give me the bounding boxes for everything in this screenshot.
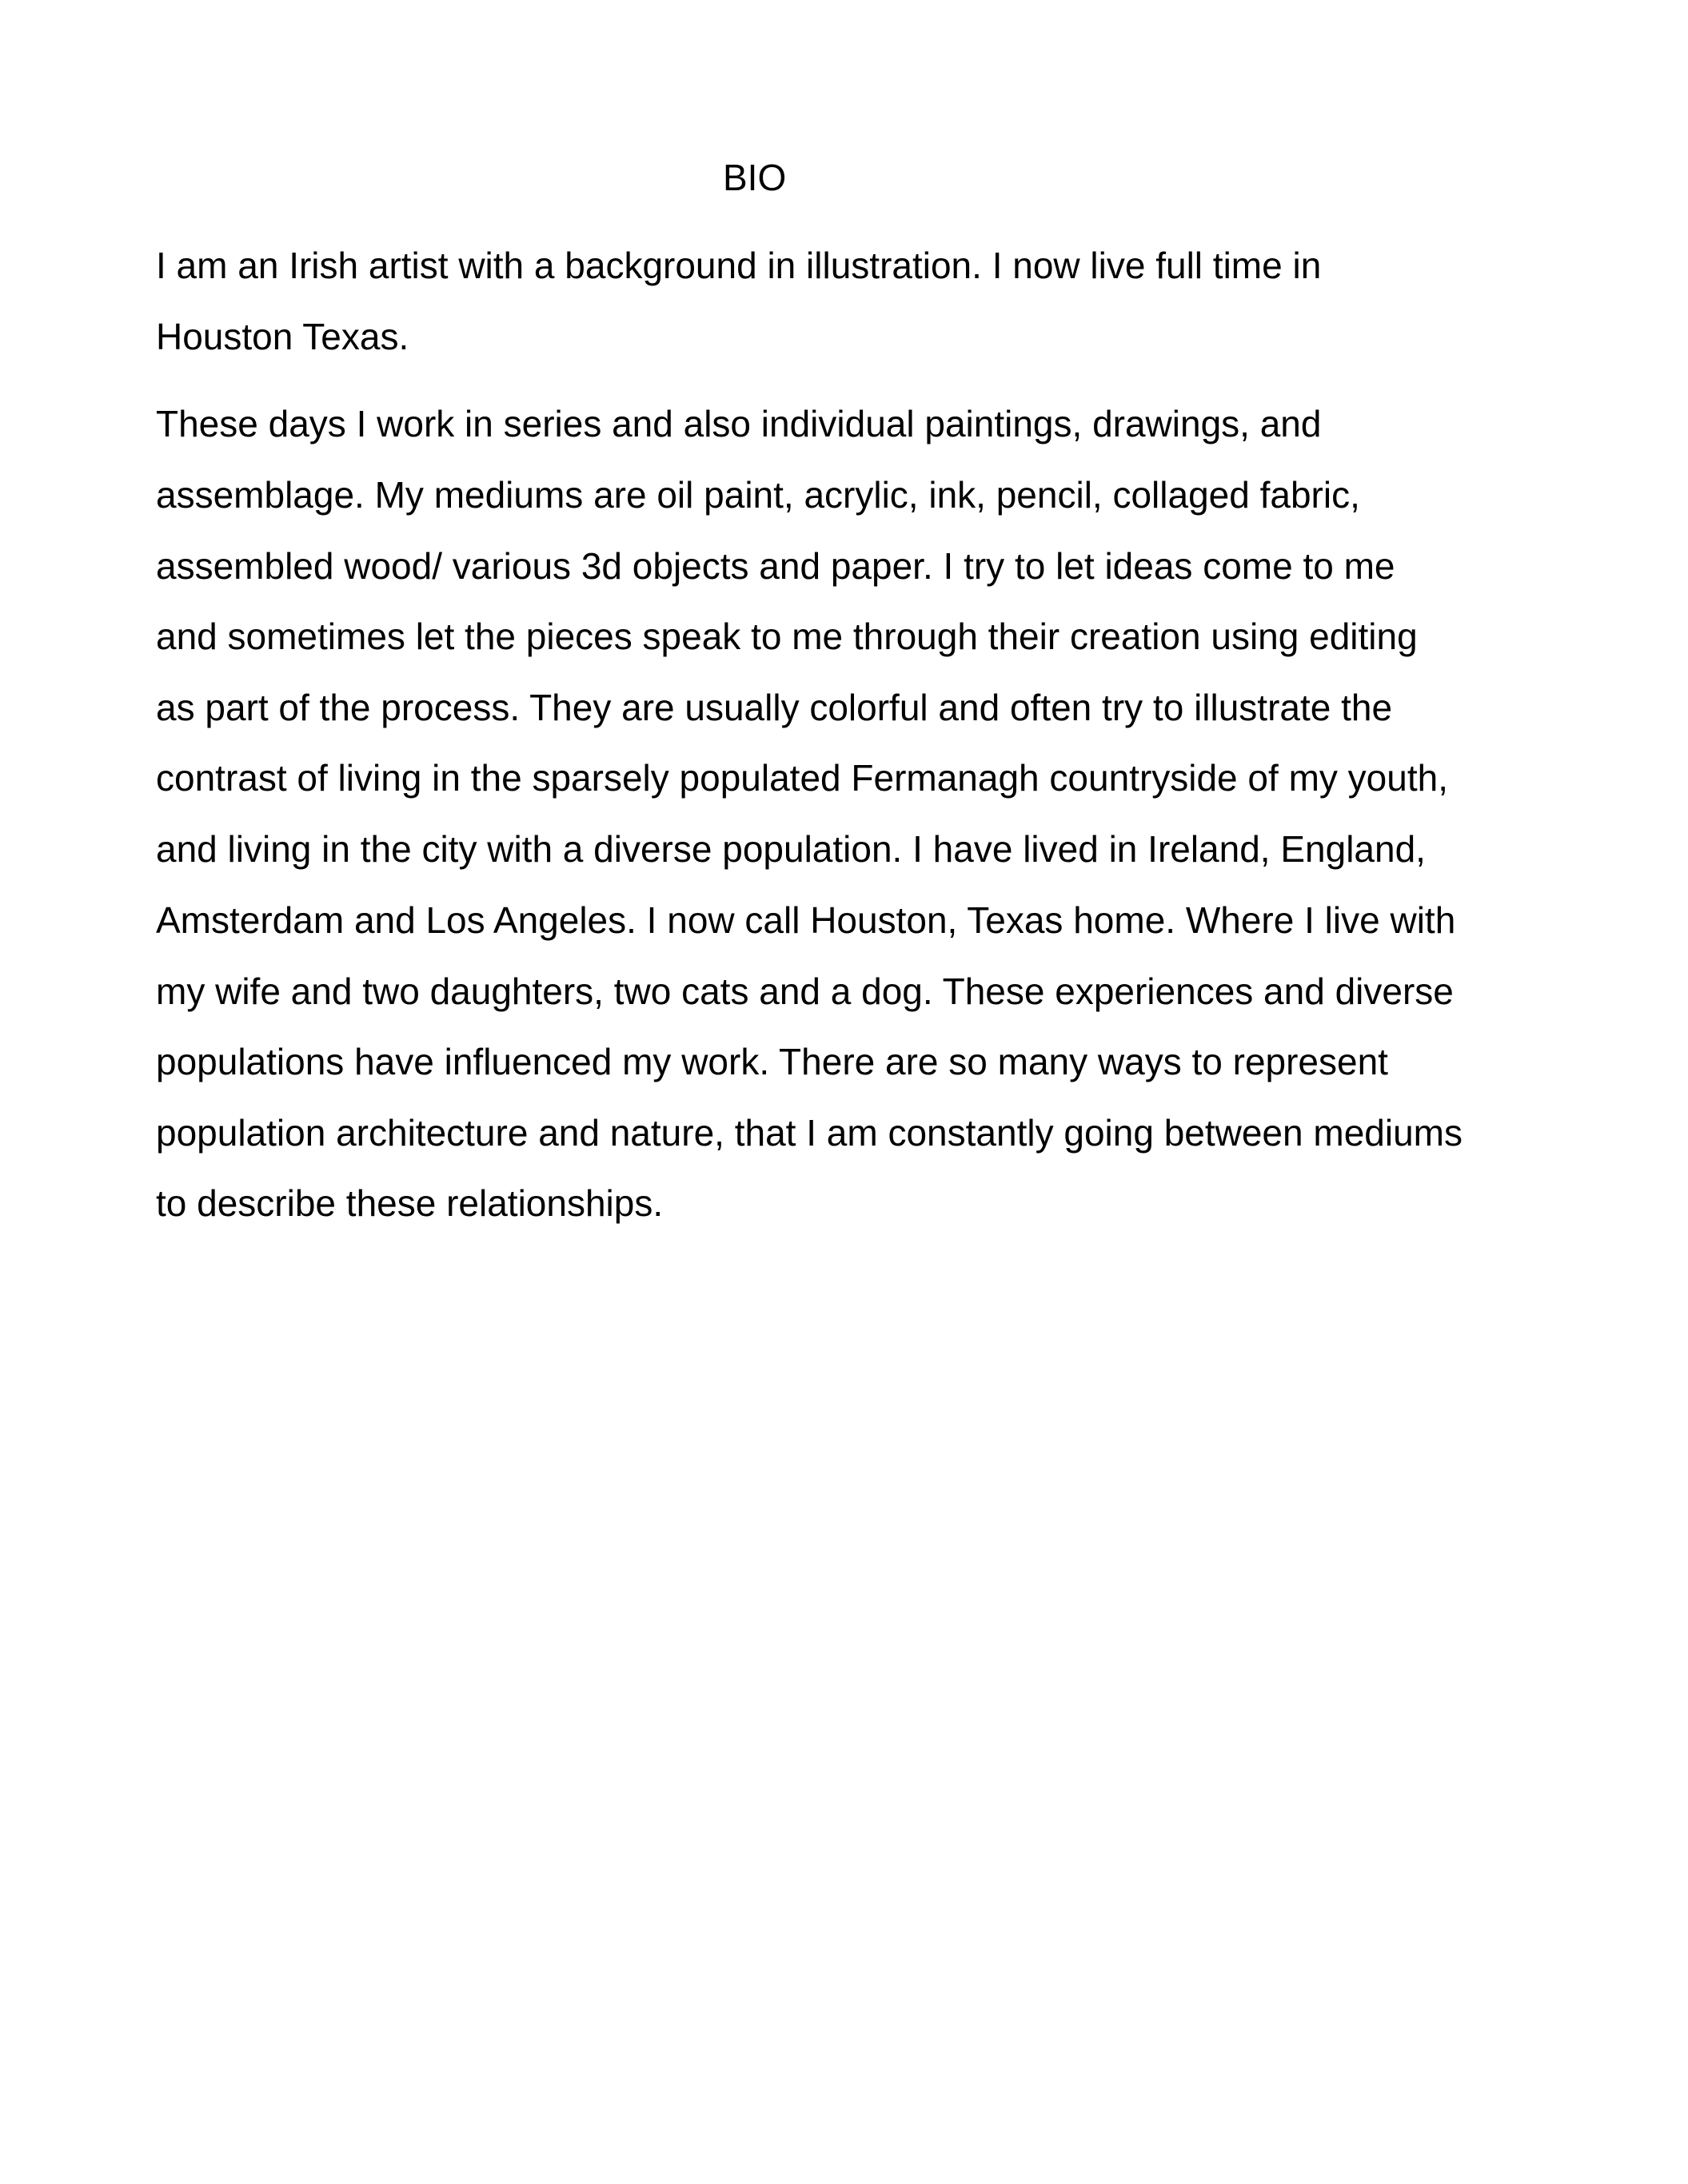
text-line: assembled wood/ various 3d objects and paper. I try to let ideas come to me [156, 545, 1395, 587]
text-line: Amsterdam and Los Angeles. I now call Houston, Texas home. Where I live with [156, 899, 1456, 941]
text-line: Houston Texas. [156, 316, 409, 357]
text-line: assemblage. My mediums are oil paint, acrylic, ink, pencil, collaged fabric, [156, 474, 1360, 516]
text-line: contrast of living in the sparsely populated Fermanagh countryside of my youth, [156, 757, 1448, 799]
text-line: These days I work in series and also individual paintings, drawings, and [156, 403, 1322, 444]
text-line: and sometimes let the pieces speak to me through their creation using editing [156, 616, 1418, 657]
text-line: population architecture and nature, that I am constantly going between mediums [156, 1112, 1463, 1154]
text-line: populations have influenced my work. There are so many ways to represent [156, 1041, 1388, 1082]
text-line: my wife and two daughters, two cats and a dog. These experiences and diverse [156, 970, 1454, 1012]
text-line: to describe these relationships. [156, 1182, 664, 1224]
text-line: I am an Irish artist with a background in illustration. I now live full time in [156, 245, 1322, 286]
text-line: and living in the city with a diverse population. I have lived in Ireland, England, [156, 828, 1426, 870]
page-title: BIO [723, 157, 787, 198]
text-line: as part of the process. They are usually colorful and often try to illustrate the [156, 687, 1393, 728]
